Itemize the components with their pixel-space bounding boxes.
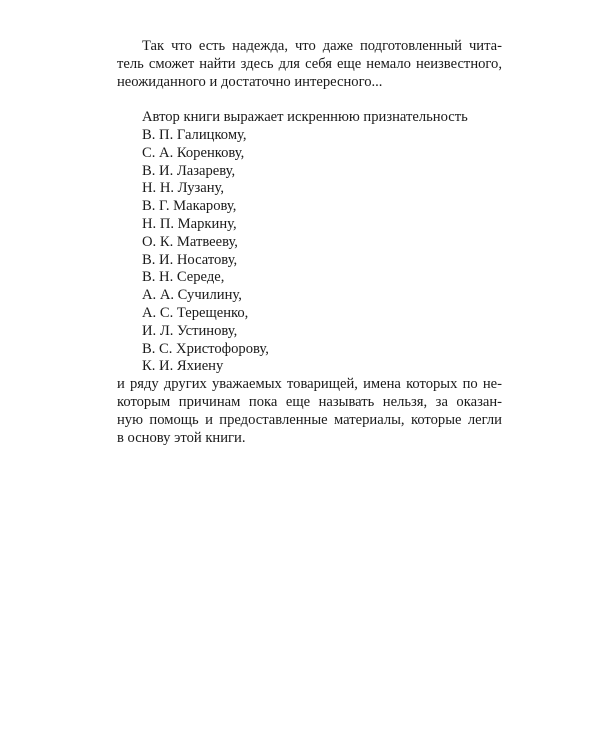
paragraph-spacer [117,91,502,109]
name-item: К. И. Яхиену [142,358,224,375]
name-item: С. А. Коренкову, [142,144,245,161]
name-item: Н. П. Маркину, [142,215,237,232]
closing-line: и ряду других уважаемых товарищей, имена которых по не- [117,376,502,393]
name-item: В. П. Галицкому, [142,126,247,143]
name-item: О. К. Матвееву, [142,233,238,250]
name-item: А. А. Сучилину, [142,287,242,304]
closing-line: которым причинам пока еще называть нельзя, за оказан- [117,393,502,410]
name-item: И. Л. Устинову, [142,322,238,339]
name-item: Н. Н. Лузану, [142,180,225,197]
acknowledgement-lead: Автор книги выражает искреннюю признательность [142,109,468,126]
page-body [117,38,502,447]
names-list [117,127,502,376]
name-item: В. И. Носатову, [142,251,238,268]
name-item: В. Г. Макарову, [142,198,237,215]
acknowledgement-paragraph [117,109,502,447]
intro-line: тель сможет найти здесь для себя еще немало неизвестного, [117,55,502,72]
closing-line: ную помощь и предоставленные материалы, которые легли [117,411,502,428]
name-item: А. С. Терещенко, [142,304,249,321]
name-item: В. С. Христофорову, [142,340,269,357]
name-item: В. И. Лазареву, [142,162,236,179]
name-item: В. Н. Середе, [142,269,225,286]
intro-line: неожиданного и достаточно интересного... [117,73,383,90]
closing-line: в основу этой книги. [117,429,246,446]
intro-paragraph [117,38,502,91]
intro-line: Так что есть надежда, что даже подготовленный чита- [142,38,502,54]
